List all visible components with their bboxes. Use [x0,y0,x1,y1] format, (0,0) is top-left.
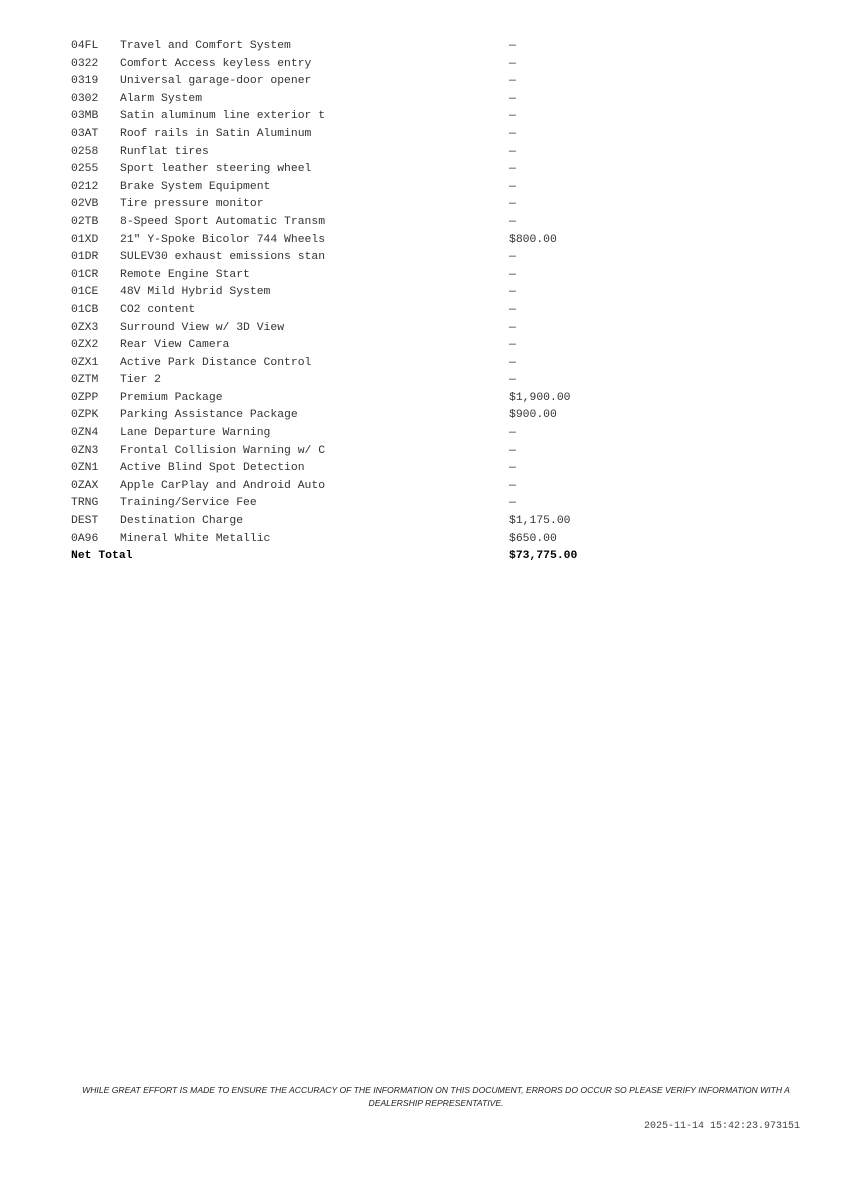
option-row [71,267,631,285]
option-code: 0ZAX [71,479,99,492]
option-code: 01CB [71,303,99,316]
option-code: 01DR [71,251,99,264]
option-code: 01CR [71,268,99,281]
option-price: — [509,215,516,228]
option-price: — [509,303,516,316]
option-row [71,56,631,74]
option-code: 01CE [71,286,99,299]
disclaimer-text: WHILE GREAT EFFORT IS MADE TO ENSURE THE ACCURACY OF THE INFORMATION ON THIS DOCUMENT, ERRORS DO OCCUR SO PLEASE VERIFY INFORMATION WITH A DEALERSHIP REPRESENTATIVE. [82,1085,790,1108]
option-row [71,108,631,126]
option-price: — [509,163,516,176]
option-row [71,478,631,496]
option-price: $1,175.00 [509,515,571,528]
option-code: 0302 [71,92,99,105]
option-code: 0ZTM [71,374,99,387]
option-row [71,407,631,425]
option-price: — [509,251,516,264]
option-code: 03AT [71,127,99,140]
option-description: Satin aluminum line exterior t [120,110,326,123]
option-price: — [509,92,516,105]
option-row [71,337,631,355]
option-code: 0A96 [71,532,99,545]
option-price: $900.00 [509,409,557,422]
option-row [71,249,631,267]
option-price: — [509,127,516,140]
option-price: $1,900.00 [509,391,571,404]
option-price: — [509,497,516,510]
option-price: — [509,339,516,352]
option-description: Rear View Camera [120,339,230,352]
option-price: — [509,57,516,70]
option-description: Apple CarPlay and Android Auto [120,479,326,492]
option-description: Comfort Access keyless entry [120,57,312,70]
option-code: 0ZPP [71,391,99,404]
option-description: Alarm System [120,92,203,105]
option-row [71,513,631,531]
option-row [71,355,631,373]
option-row [71,73,631,91]
option-price: — [509,198,516,211]
option-code: 0255 [71,163,99,176]
option-code: DEST [71,515,99,528]
option-row [71,320,631,338]
option-row [71,460,631,478]
option-row [71,372,631,390]
option-row [71,495,631,513]
option-row [71,214,631,232]
option-description: Roof rails in Satin Aluminum [120,127,312,140]
option-price: $800.00 [509,233,557,246]
option-description: Destination Charge [120,515,244,528]
option-description: 8-Speed Sport Automatic Transm [120,215,326,228]
option-description: Sport leather steering wheel [120,163,312,176]
option-code: TRNG [71,497,99,510]
option-description: Universal garage-door opener [120,75,312,88]
option-code: 02TB [71,215,99,228]
option-row [71,390,631,408]
option-price: — [509,286,516,299]
option-description: 48V Mild Hybrid System [120,286,271,299]
option-price: — [509,110,516,123]
option-row [71,196,631,214]
option-price: — [509,180,516,193]
option-description: Frontal Collision Warning w/ C [120,444,326,457]
option-row [71,302,631,320]
option-code: 0ZN1 [71,462,99,475]
option-code: 0ZN3 [71,444,99,457]
option-price: — [509,444,516,457]
option-row [71,531,631,549]
option-row [71,126,631,144]
option-code: 0ZX2 [71,339,99,352]
option-code: 01XD [71,233,99,246]
option-row [71,161,631,179]
option-row [71,232,631,250]
option-description: Active Blind Spot Detection [120,462,305,475]
option-price: — [509,374,516,387]
option-code: 0322 [71,57,99,70]
option-price: — [509,40,516,52]
option-row [71,425,631,443]
option-description: Travel and Comfort System [120,40,291,52]
option-price: — [509,356,516,369]
net-total-label: Net Total [71,550,133,563]
option-description: Active Park Distance Control [120,356,312,369]
option-row [71,144,631,162]
options-list [71,38,631,566]
option-price: — [509,321,516,334]
option-description: Remote Engine Start [120,268,250,281]
net-total-row [71,548,631,566]
option-description: Runflat tires [120,145,209,158]
option-code: 0ZX1 [71,356,99,369]
option-description: Mineral White Metallic [120,532,271,545]
option-code: 04FL [71,40,99,52]
option-description: Parking Assistance Package [120,409,298,422]
option-description: Premium Package [120,391,223,404]
option-price: — [509,462,516,475]
option-code: 0212 [71,180,99,193]
option-row [71,284,631,302]
option-row [71,179,631,197]
option-price: — [509,75,516,88]
option-code: 03MB [71,110,99,123]
option-code: 0258 [71,145,99,158]
option-code: 0319 [71,75,99,88]
option-row [71,38,631,56]
option-description: Tier 2 [120,374,162,387]
option-row [71,443,631,461]
generated-timestamp: 2025-11-14 15:42:23.973151 [643,1121,800,1132]
option-code: 0ZPK [71,409,99,422]
option-description: SULEV30 exhaust emissions stan [120,251,326,264]
option-description: Lane Departure Warning [120,427,271,440]
option-price: — [509,479,516,492]
option-price: — [509,427,516,440]
option-description: Brake System Equipment [120,180,271,193]
option-description: Tire pressure monitor [120,198,264,211]
option-description: CO2 content [120,303,196,316]
option-price: — [509,145,516,158]
option-code: 0ZX3 [71,321,99,334]
option-description: 21" Y-Spoke Bicolor 744 Wheels [120,233,326,246]
net-total-value: $73,775.00 [509,550,578,563]
option-description: Training/Service Fee [120,497,257,510]
option-code: 0ZN4 [71,427,99,440]
option-row [71,91,631,109]
option-price: — [509,268,516,281]
option-code: 02VB [71,198,99,211]
option-price: $650.00 [509,532,557,545]
option-description: Surround View w/ 3D View [120,321,285,334]
